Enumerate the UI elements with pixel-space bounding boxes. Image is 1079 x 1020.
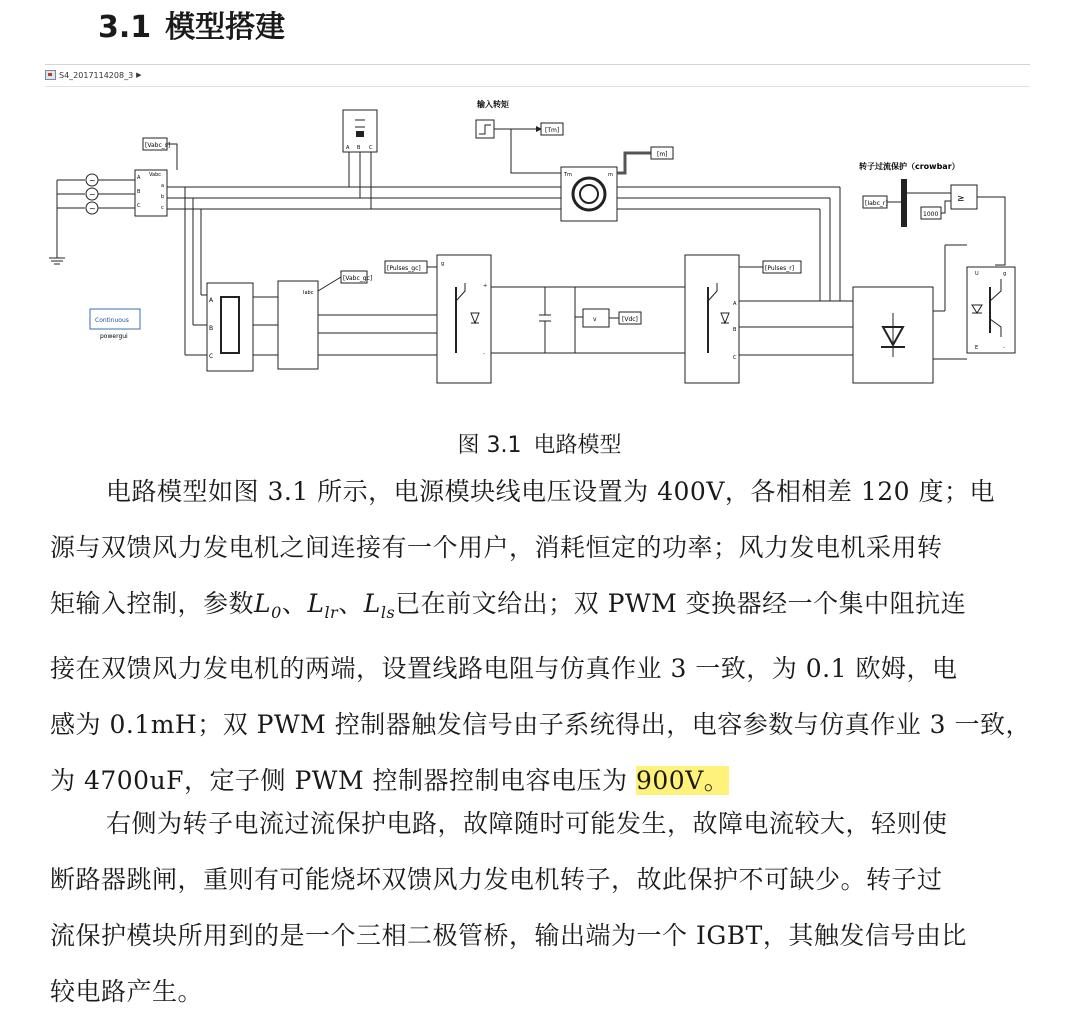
grid-side-converter[interactable] <box>437 255 491 383</box>
subscript: lr <box>324 603 339 622</box>
triangle-right-icon[interactable]: ▶ <box>136 71 142 79</box>
rotor-side-converter[interactable] <box>685 255 739 383</box>
goto-vabc-s-label: [Vabc_s] <box>145 142 171 149</box>
subscript: ls <box>380 603 396 622</box>
port-label: C <box>137 203 141 209</box>
paragraph-line: 源与双馈风力发电机之间连接有一个用户，消耗恒定的功率；风力发电机采用转 <box>50 533 943 562</box>
goto-vabc-gc-label: [Vabc_gc] <box>343 275 373 282</box>
port-label: a <box>161 183 165 189</box>
ac-source-icon: ~ <box>89 204 96 213</box>
port-label: m <box>608 172 613 178</box>
figure-number: 图 3.1 <box>457 433 522 458</box>
constant-value: 1000 <box>923 211 939 218</box>
ac-source-icon: ~ <box>89 176 96 185</box>
paragraph-2 <box>50 796 1035 1020</box>
section-title: 模型搭建 <box>165 10 286 45</box>
port-label: E <box>975 345 979 351</box>
symbol-L: L <box>363 589 381 618</box>
port-label: + <box>483 283 488 289</box>
circuit-diagram <box>45 65 1030 395</box>
port-label: b <box>161 194 165 200</box>
paragraph-line: 接在双馈风力发电机的两端，设置线路电阻与仿真作业 3 一致，为 0.1 欧姆，电 <box>50 654 958 683</box>
paragraph-line: 较电路产生。 <box>50 977 204 1006</box>
figure-title: 电路模型 <box>533 433 622 458</box>
goto-wm-label: [m] <box>657 151 668 158</box>
symbol-L: L <box>254 589 272 618</box>
port-label: B <box>137 189 141 195</box>
symbol-L: L <box>307 589 325 618</box>
simulink-model-window <box>45 64 1030 425</box>
powergui-label: powergui <box>100 333 128 340</box>
port-label: - <box>1003 345 1005 351</box>
model-breadcrumb-label: S4_2017114208_3 <box>59 70 134 80</box>
port-label: C <box>733 355 737 361</box>
from-iabc-r-label: [Iabc_r] <box>865 200 888 207</box>
ac-source-icon: ~ <box>89 190 96 199</box>
three-phase-source[interactable] <box>49 174 135 264</box>
paragraph-line: 右侧为转子电流过流保护电路，故障随时可能发生，故障电流较大，轻则使 <box>106 809 948 838</box>
port-label: A <box>209 297 214 304</box>
separator: 、 <box>281 589 308 618</box>
port-label: C <box>209 353 214 360</box>
paragraph-line: 流保护模块所用到的是一个三相二极管桥，输出端为一个 IGBT，其触发信号由比 <box>50 921 967 950</box>
powergui-mode-label: Continuous <box>95 317 129 324</box>
figure-caption <box>0 428 1079 459</box>
paragraph-line <box>50 576 1035 641</box>
port-label: c <box>161 205 164 211</box>
crowbar-label: 转子过流保护（crowbar） <box>859 162 960 171</box>
port-label: A <box>733 301 737 307</box>
port-label: U <box>975 271 979 277</box>
paragraph-line: 电路模型如图 3.1 所示，电源模块线电压设置为 400V，各相相差 120 度；电 <box>106 477 995 506</box>
paragraph-line: 断路器跳闸，重则有可能烧坏双馈风力发电机转子，故此保护不可缺少。转子过 <box>50 865 943 894</box>
port-label: A <box>346 145 350 151</box>
input-torque-label: 输入转矩 <box>477 100 509 109</box>
port-label: B <box>733 327 737 333</box>
port-label: - <box>483 351 485 357</box>
line-text: 矩输入控制，参数 <box>50 589 255 618</box>
from-pulses-gc-label: [Pulses_gc] <box>387 265 421 272</box>
port-label: B <box>209 325 214 332</box>
port-label: C <box>369 145 373 151</box>
port-label: A <box>137 175 141 181</box>
section-heading <box>98 2 285 46</box>
separator: 、 <box>338 589 364 618</box>
line-text: 为 4700uF，定子侧 PWM 控制器控制电容电压为 <box>50 766 636 795</box>
from-pulses-r-label: [Pulses_r] <box>765 265 795 272</box>
goto-vdc-label: [Vdc] <box>622 316 638 323</box>
port-label: v <box>593 316 597 323</box>
port-label: B <box>357 145 361 151</box>
paragraph-line: 感为 0.1mH；双 PWM 控制器触发信号由子系统得出，电容参数与仿真作业 3 一致， <box>50 710 1032 739</box>
measurement-label: Iabc <box>303 290 314 296</box>
port-label: g <box>1003 271 1007 277</box>
measurement-label: Vabc <box>149 172 162 178</box>
goto-tm-label: [Tm] <box>545 127 560 134</box>
subscript: 0 <box>271 603 282 622</box>
compare-symbol: ≥ <box>957 194 965 204</box>
port-label: g <box>441 261 445 267</box>
port-label: Tm <box>564 172 572 178</box>
paragraph-1 <box>50 464 1035 809</box>
line-text: 已在前文给出；双 PWM 变换器经一个集中阻抗连 <box>395 589 967 618</box>
section-number: 3.1 <box>98 10 152 45</box>
highlighted-text: 900V。 <box>635 766 730 795</box>
mux-block[interactable] <box>901 179 907 227</box>
